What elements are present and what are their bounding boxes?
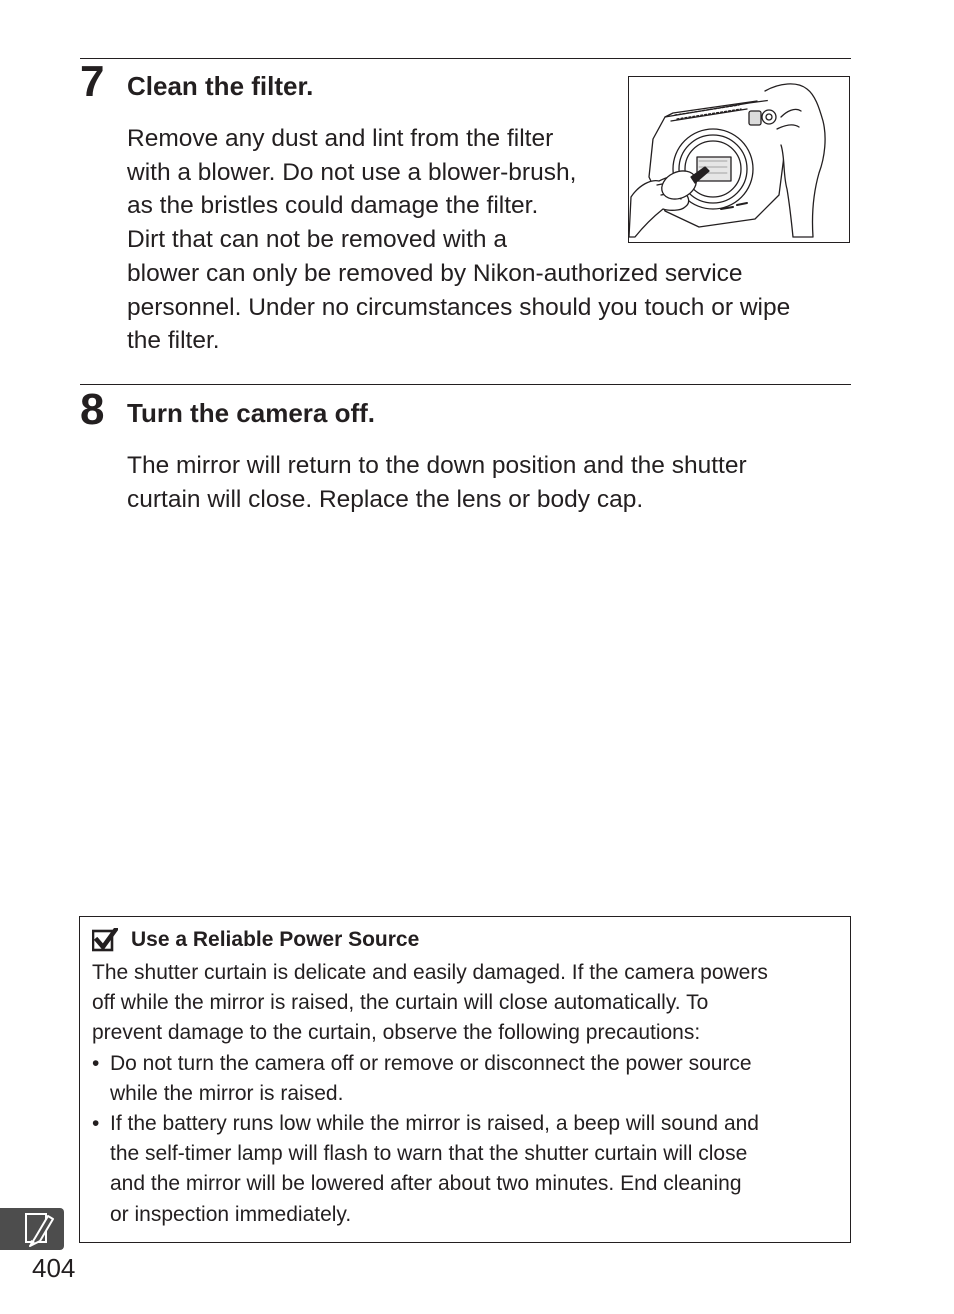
note-line: prevent damage to the curtain, observe the following precautions: — [92, 1021, 701, 1045]
step-7-number: 7 — [80, 57, 105, 106]
top-rule — [80, 58, 851, 59]
step-8-line: The mirror will return to the down position and the shutter — [127, 452, 747, 479]
note-title: Use a Reliable Power Source — [131, 928, 420, 951]
list-item-line: and the mirror will be lowered after about two minutes. End cleaning — [110, 1172, 742, 1196]
list-item — [92, 1109, 836, 1230]
maintenance-pencil-icon — [0, 1208, 64, 1250]
note-line: The shutter curtain is delicate and easily damaged. If the camera powers — [92, 961, 768, 984]
step-7-line: as the bristles could damage the filter. — [127, 192, 539, 220]
list-item-line: or inspection immediately. — [110, 1202, 352, 1226]
step-8-title: Turn the camera off. — [127, 398, 376, 428]
step-8-line: curtain will close. Replace the lens or body cap. — [127, 485, 644, 513]
list-item-line: If the battery runs low while the mirror is raised, a beep will sound and — [110, 1112, 759, 1136]
camera-cleaning-illustration — [628, 76, 850, 243]
step-7-line: the filter. — [127, 327, 220, 355]
step-8-body — [127, 449, 747, 516]
step-7-line: personnel. Under no circumstances should you touch or wipe — [127, 293, 791, 321]
list-item-line: Do not turn the camera off or remove or disconnect the power source — [110, 1051, 752, 1075]
page-number: 404 — [32, 1253, 76, 1283]
step-7-line: blower can only be removed by Nikon-authorized service — [127, 259, 743, 287]
bullet: • — [92, 1112, 100, 1136]
note-header — [92, 927, 419, 953]
step-7-title: Clean the filter. — [127, 71, 314, 101]
camera-blower-icon — [629, 77, 849, 242]
step-7-line: with a blower. Do not use a blower-brush, — [127, 158, 577, 186]
list-item — [92, 1049, 836, 1109]
divider-rule — [80, 384, 851, 385]
step-8-number: 8 — [80, 385, 105, 434]
caution-note-box — [79, 916, 851, 1243]
step-7-line: Dirt that can not be removed with a — [127, 226, 507, 254]
precaution-list — [92, 1049, 836, 1230]
section-side-tab — [0, 1208, 64, 1250]
list-item-line: the self-timer lamp will flash to warn that the shutter curtain will close — [110, 1142, 748, 1166]
caution-check-icon — [92, 928, 118, 952]
list-item-line: while the mirror is raised. — [110, 1081, 344, 1105]
note-body — [92, 958, 836, 1230]
bullet: • — [92, 1051, 100, 1075]
note-line: off while the mirror is raised, the curtain will close automatically. To — [92, 991, 709, 1015]
step-7-line: Remove any dust and lint from the filter — [127, 125, 554, 152]
